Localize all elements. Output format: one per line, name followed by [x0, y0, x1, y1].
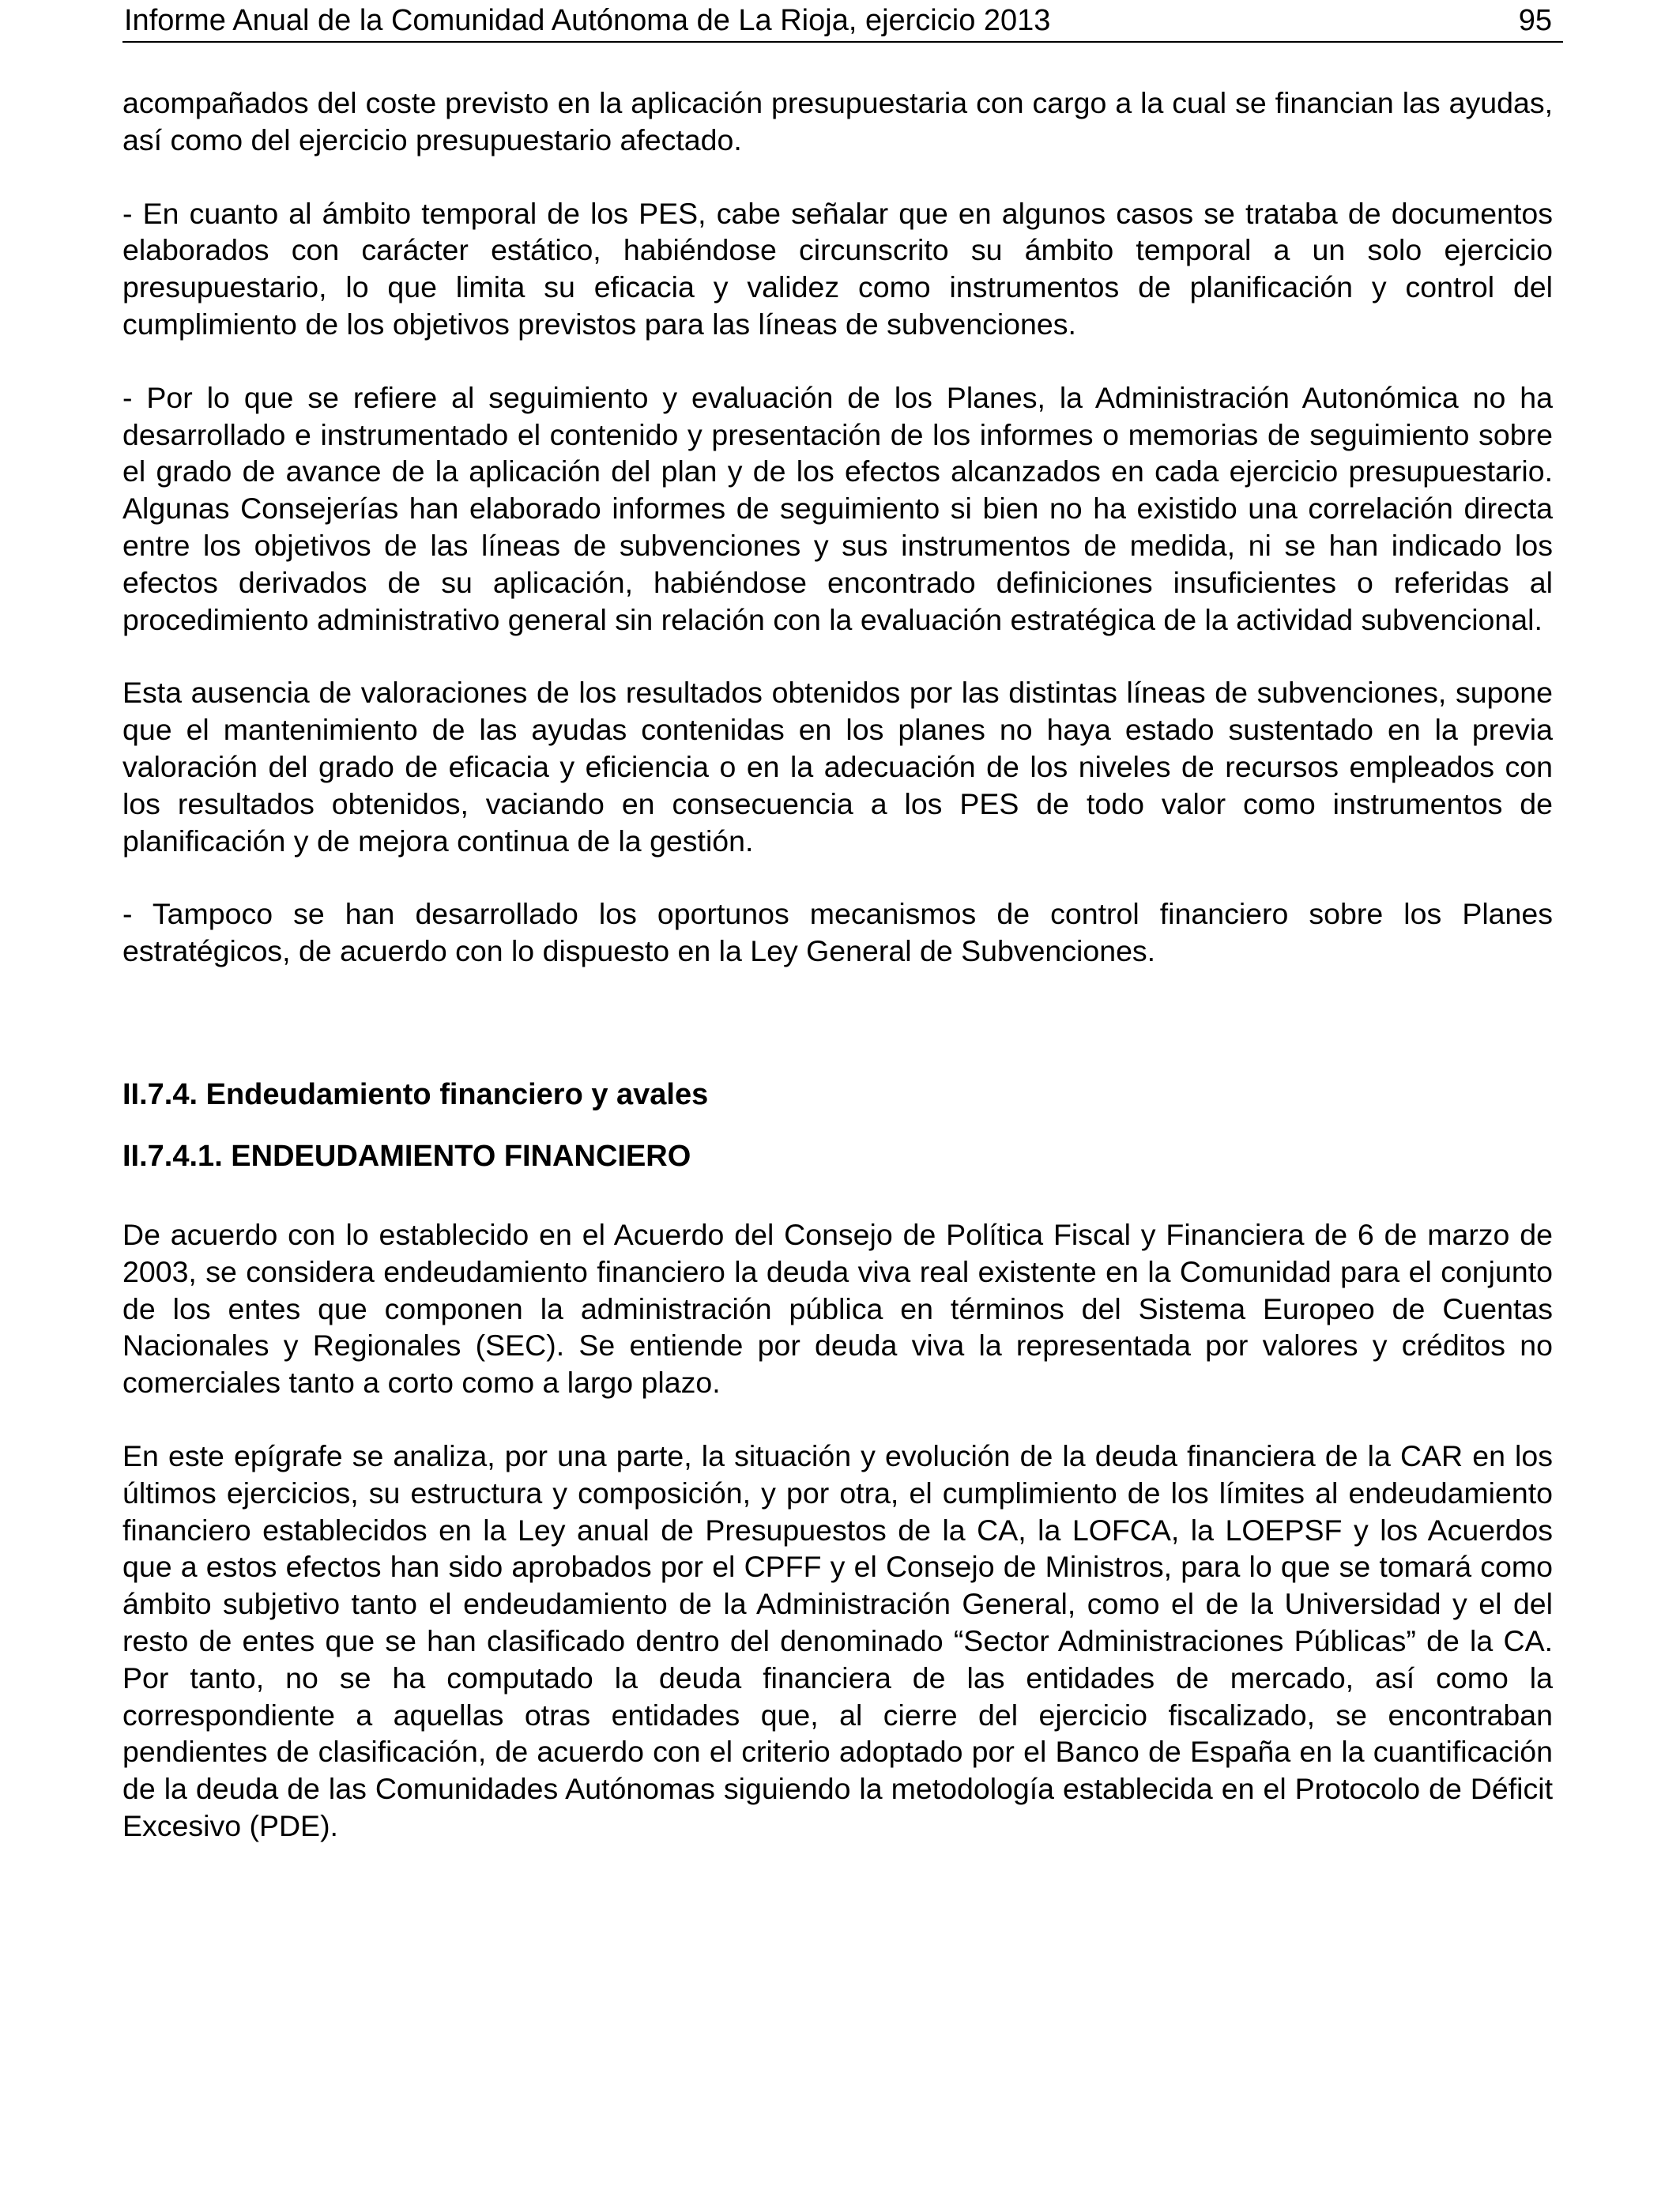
paragraph-temporal-scope: - En cuanto al ámbito temporal de los PES, cabe señalar que en algunos casos se trataba de documentos elaborados con carácter estático, habiéndose circunscrito su ámbito temporal a un solo ejercicio presupuestario, lo que limita su eficacia y validez como instrumentos de planificación y control del cumplimiento de los objetivos previstos para las líneas de subvenciones.: [122, 196, 1553, 341]
paragraph-definition: De acuerdo con lo establecido en el Acuerdo del Consejo de Política Fiscal y Financiera de 6 de marzo de 2003, se considera endeudamiento financiero la deuda viva real existente en la Comunidad para el conjunto de los entes que componen la administración pública en términos del Sistema Europeo de Cuentas Nacionales y Regionales (SEC). Se entiende por deuda viva la representada por valores y créditos no comerciales tanto a corto como a largo plazo.: [122, 1217, 1553, 1400]
page-header: [122, 2, 1563, 43]
paragraph-absence-of-evaluation: Esta ausencia de valoraciones de los resultados obtenidos por las distintas líneas de subvenciones, supone que el mantenimiento de las ayudas contenidas en los planes no haya estado sustentado en la previa valoración del grado de eficacia y eficiencia o en la adecuación de los niveles de recursos empleados con los resultados obtenidos, vaciando en consecuencia a los PES de todo valor como instrumentos de planificación y de mejora continua de la gestión.: [122, 676, 1553, 858]
subsection-heading: II.7.4.1. ENDEUDAMIENTO FINANCIERO: [122, 1139, 691, 1173]
body-text: [122, 85, 1553, 1881]
section-spacer: [122, 1006, 1553, 1076]
paragraph-continuation: acompañados del coste previsto en la aplicación presupuestaria con cargo a la cual se financian las ayudas, así como del ejercicio presupuestario afectado.: [122, 86, 1553, 156]
section-heading: II.7.4. Endeudamiento financiero y avales: [122, 1077, 709, 1111]
page-number: 95: [1518, 4, 1552, 37]
paragraph-financial-control: - Tampoco se han desarrollado los oportunos mecanismos de control financiero sobre los Planes estratégicos, de acuerdo con lo dispuesto en la Ley General de Subvenciones.: [122, 897, 1553, 968]
paragraph-monitoring: - Por lo que se refiere al seguimiento y evaluación de los Planes, la Administración Autonómica no ha desarrollado e instrumentado el contenido y presentación de los informes o memorias de seguimiento sobre el grado de avance de la aplicación del plan y de los efectos alcanzados en cada ejercicio presupuestario. Algunas Consejerías han elaborado informes de seguimiento si bien no ha existido una correlación directa entre los objetivos de las líneas de subvenciones y sus instrumentos de medida, ni se han indicado los efectos derivados de su aplicación, habiéndose encontrado definiciones insuficientes o referidas al procedimiento administrativo general sin relación con la evaluación estratégica de la actividad subvencional.: [122, 380, 1553, 636]
paragraph-analysis-scope: En este epígrafe se analiza, por una parte, la situación y evolución de la deuda financiera de la CAR en los últimos ejercicios, su estructura y composición, y por otra, el cumplimiento de los límites al endeudamiento financiero establecidos en la Ley anual de Presupuestos de la CA, la LOFCA, la LOEPSF y los Acuerdos que a estos efectos han sido aprobados por el CPFF y el Consejo de Ministros, para lo que se tomará como ámbito subjetivo tanto el endeudamiento de la Administración General, como el de la Universidad y el del resto de entes que se han clasificado dentro del denominado “Sector Administraciones Públicas” de la CA. Por tanto, no se ha computado la deuda financiera de las entidades de mercado, así como la correspondiente a aquellas otras entidades que, al cierre del ejercicio fiscalizado, se encontraban pendientes de clasificación, de acuerdo con el criterio adoptado por el Banco de España en la cuantificación de la deuda de las Comunidades Autónomas siguiendo la metodología establecida en el Protocolo de Déficit Excesivo (PDE).: [122, 1438, 1553, 1842]
header-title: Informe Anual de la Comunidad Autónoma de La Rioja, ejercicio 2013: [124, 4, 1051, 37]
